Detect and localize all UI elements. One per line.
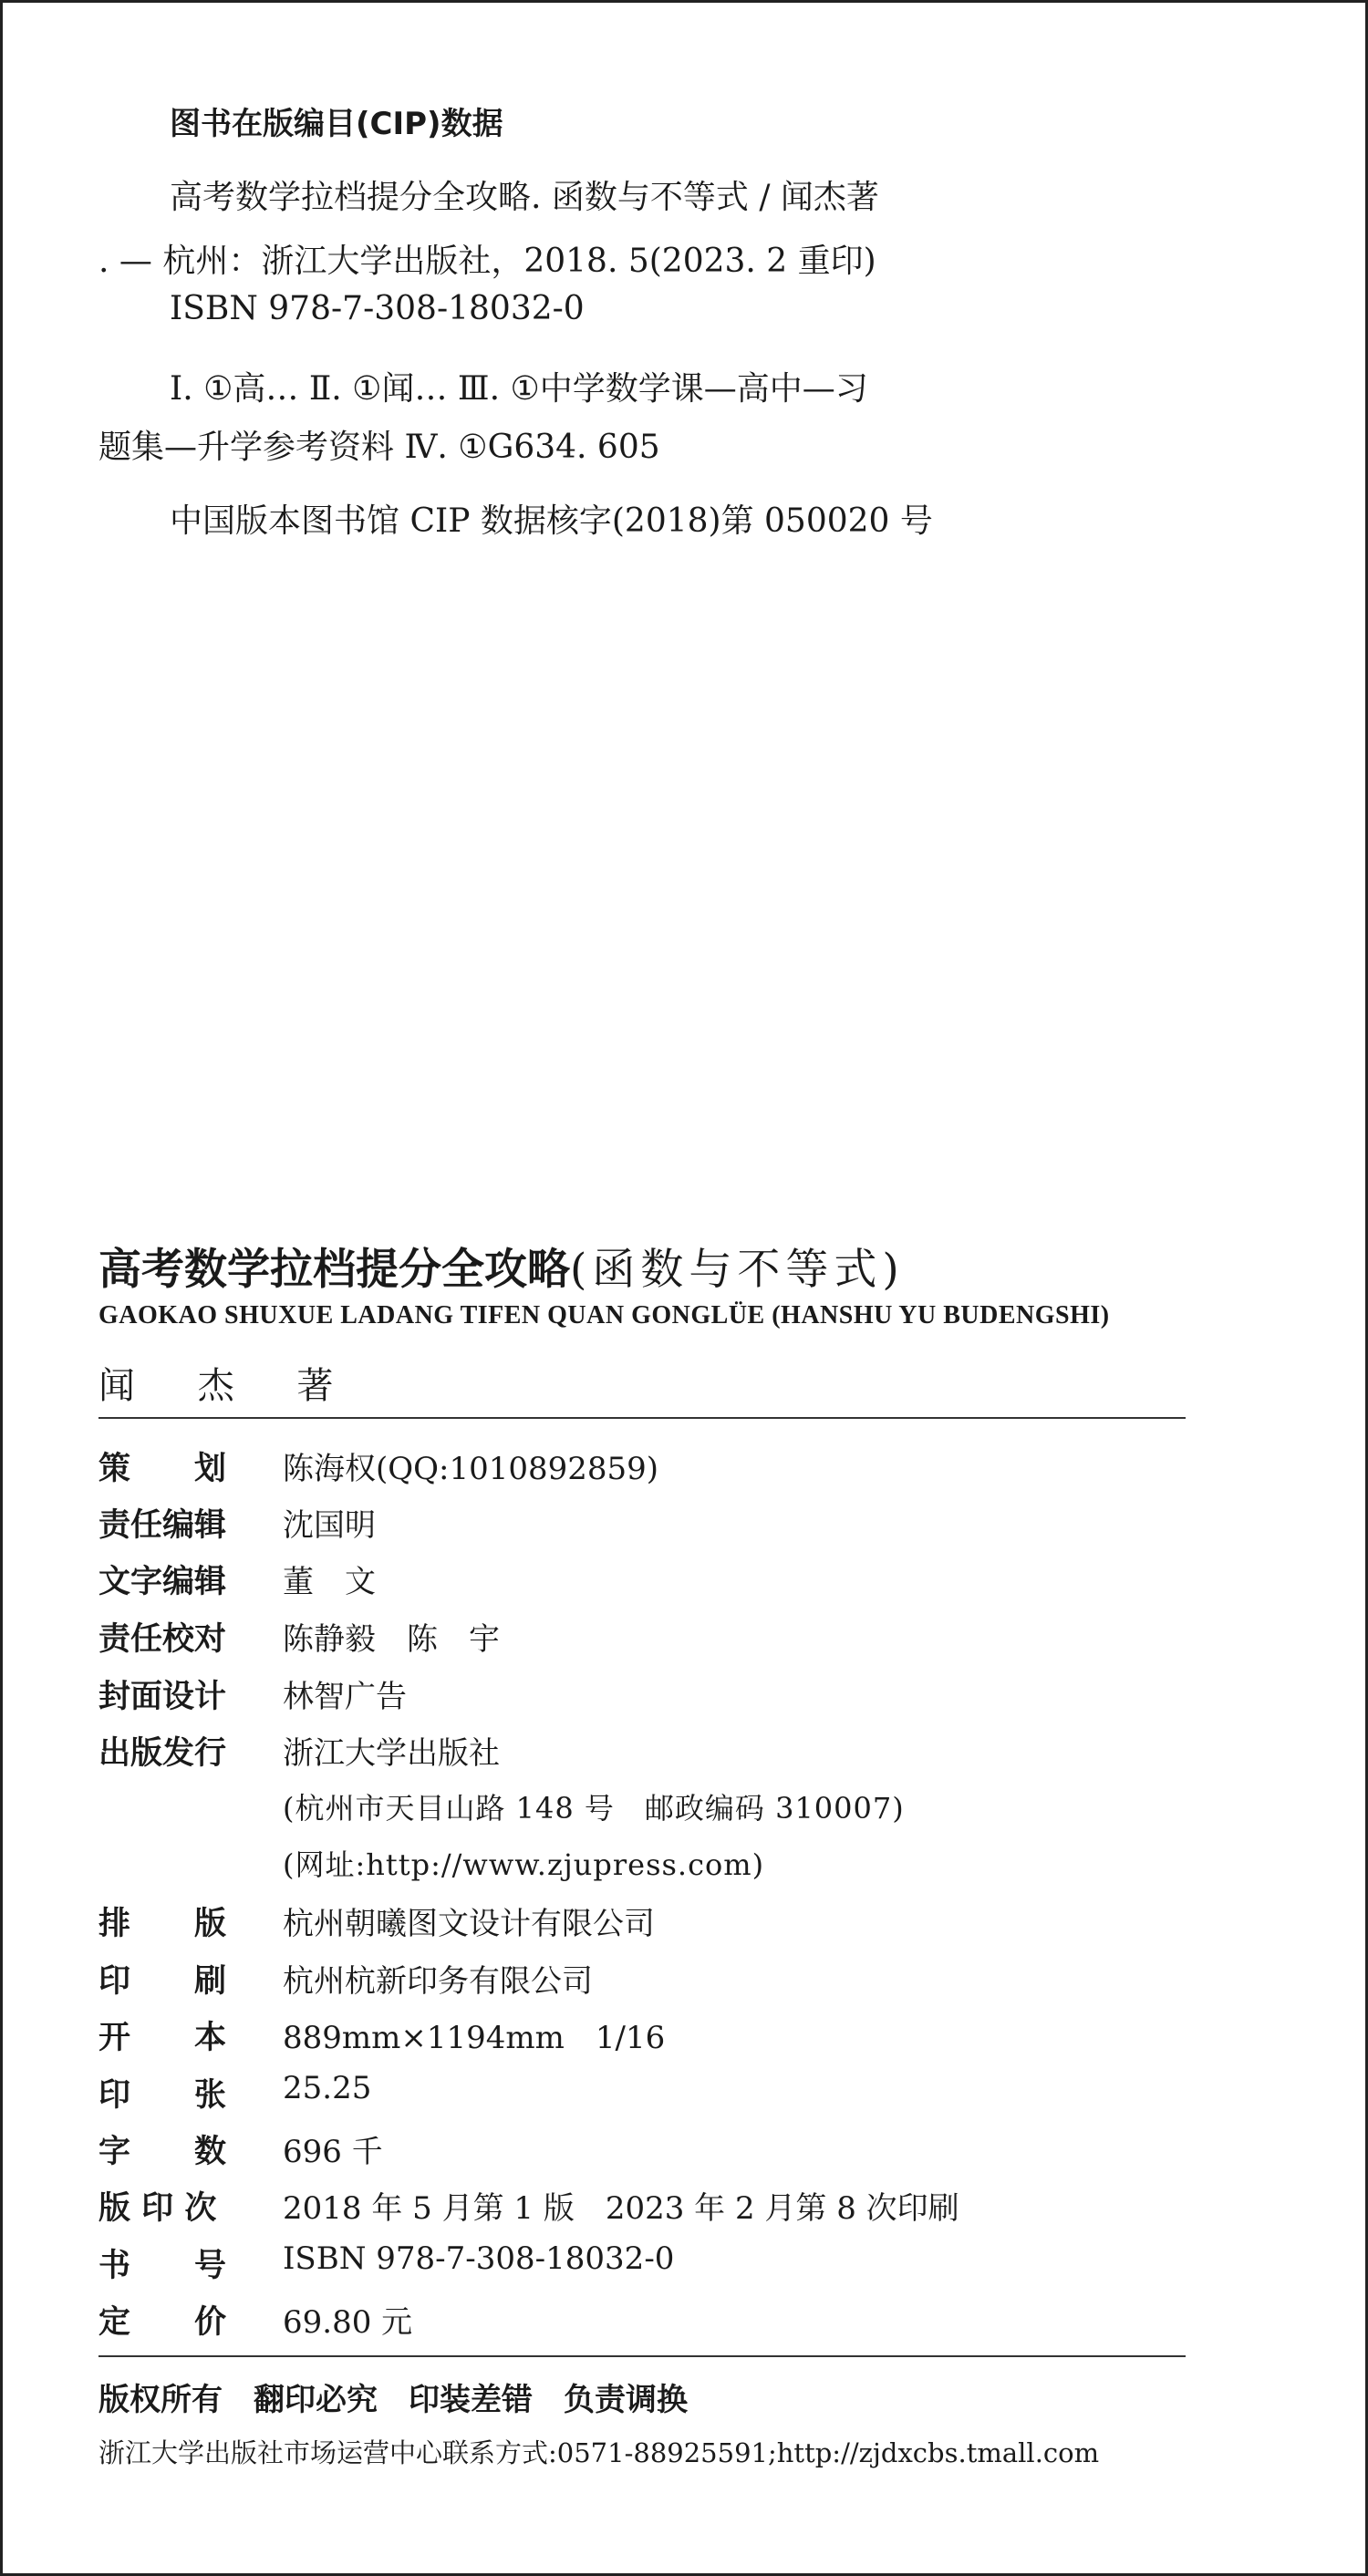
imprint-value: 陈静毅 陈 宇 xyxy=(283,1621,500,1658)
imprint-label: 定 价 xyxy=(98,2304,227,2341)
imprint-label: 出版发行 xyxy=(98,1735,227,1772)
imprint-value: 杭州朝曦图文设计有限公司 xyxy=(283,1906,655,1942)
imprint-value: 25.25 xyxy=(283,2070,372,2106)
imprint-value: 889mm×1194mm 1/16 xyxy=(283,2020,666,2056)
imprint-value: 2018 年 5 月第 1 版 2023 年 2 月第 8 次印刷 xyxy=(283,2190,959,2227)
cip-line: 高考数学拉档提分全攻略. 函数与不等式 / 闻杰著 xyxy=(170,179,879,216)
cip-line: Ⅰ. ①高… Ⅱ. ①闻… Ⅲ. ①中学数学课—高中—习 xyxy=(170,370,868,408)
imprint-value: 林智广告 xyxy=(283,1679,407,1715)
book-title-main: 高考数学拉档提分全攻略 xyxy=(98,1245,570,1295)
imprint-value: 沈国明 xyxy=(283,1507,376,1544)
imprint-label: 书 号 xyxy=(98,2248,227,2284)
cip-line: 中国版本图书馆 CIP 数据核字(2018)第 050020 号 xyxy=(170,502,933,540)
imprint-value: 69.80 元 xyxy=(283,2304,413,2341)
imprint-label: 责任编辑 xyxy=(98,1507,227,1544)
bottom-divider xyxy=(98,2355,1186,2357)
top-divider xyxy=(98,1417,1186,1419)
imprint-value: 陈海权(QQ:1010892859) xyxy=(283,1451,659,1487)
imprint-label: 封面设计 xyxy=(98,1679,227,1715)
imprint-value: 696 千 xyxy=(283,2134,383,2170)
imprint-label: 印 张 xyxy=(98,2077,227,2114)
book-author: 闻 杰 著 xyxy=(98,1365,359,1407)
copyright-notice: 版权所有 翻印必究 印装差错 负责调换 xyxy=(98,2382,688,2418)
book-title-sub: (函数与不等式) xyxy=(570,1245,905,1295)
imprint-value: ISBN 978-7-308-18032-0 xyxy=(283,2240,675,2277)
imprint-label: 文字编辑 xyxy=(98,1564,227,1600)
publisher-website: (网址:http://www.zjupress.com) xyxy=(283,1847,765,1882)
imprint-label: 排 版 xyxy=(98,1906,227,1942)
imprint-label: 字 数 xyxy=(98,2134,227,2170)
imprint-value: 杭州杭新印务有限公司 xyxy=(283,1963,593,2000)
publisher-contact: 浙江大学出版社市场运营中心联系方式:0571-88925591;http://zjdxcbs.tmall.com xyxy=(98,2437,1100,2468)
cip-heading: 图书在版编目(CIP)数据 xyxy=(170,106,503,142)
imprint-label: 策 划 xyxy=(98,1451,227,1487)
imprint-label: 责任校对 xyxy=(98,1621,227,1658)
imprint-value: 董 文 xyxy=(283,1564,376,1600)
cip-line: 题集—升学参考资料 Ⅳ. ①G634. 605 xyxy=(98,429,660,466)
cip-line: . — 杭州：浙江大学出版社，2018. 5(2023. 2 重印) xyxy=(98,243,876,280)
book-title xyxy=(98,1236,905,1297)
cip-line: ISBN 978-7-308-18032-0 xyxy=(170,290,585,327)
book-title-english: GAOKAO SHUXUE LADANG TIFEN QUAN GONGLÜE (HANSHU YU BUDENGSHI) xyxy=(98,1301,1110,1329)
publisher-address: (杭州市天目山路 148 号 邮政编码 310007) xyxy=(283,1791,905,1826)
imprint-label: 印 刷 xyxy=(98,1963,227,2000)
imprint-label: 开 本 xyxy=(98,2020,227,2056)
imprint-label: 版 印 次 xyxy=(98,2190,217,2227)
imprint-value: 浙江大学出版社 xyxy=(283,1735,500,1772)
